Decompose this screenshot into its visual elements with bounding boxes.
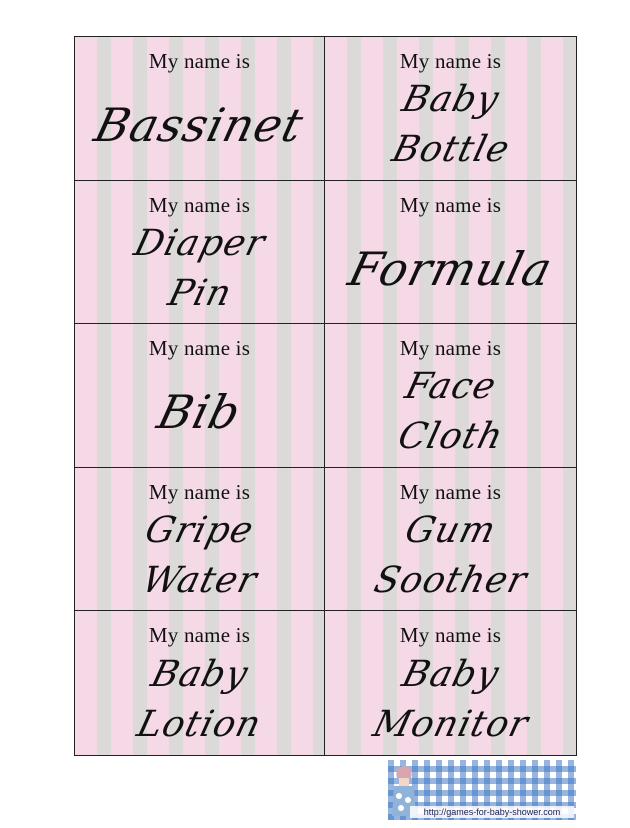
name-line-1: Diaper bbox=[129, 222, 270, 264]
my-name-is-label: My name is bbox=[148, 336, 251, 361]
my-name-is-label: My name is bbox=[399, 336, 502, 361]
name-tag-card bbox=[75, 324, 325, 468]
name-line-1: Gripe bbox=[141, 510, 259, 552]
name-line-2: Bottle bbox=[387, 129, 514, 171]
name-tag-card bbox=[325, 37, 576, 181]
name-line-1: Bib bbox=[152, 385, 247, 440]
name-line-2: Soother bbox=[369, 560, 532, 602]
my-name-is-label: My name is bbox=[148, 479, 251, 504]
name-line-2: Lotion bbox=[133, 704, 266, 746]
name-line-2: Pin bbox=[163, 272, 236, 314]
baby-item-name bbox=[75, 75, 324, 176]
baby-item-name bbox=[75, 219, 324, 320]
name-tag-card bbox=[325, 468, 576, 612]
site-logo-footer bbox=[388, 760, 576, 820]
my-name-is-label: My name is bbox=[399, 49, 502, 73]
name-tag-card bbox=[75, 468, 325, 612]
name-tag-card bbox=[325, 611, 576, 755]
my-name-is-label: My name is bbox=[399, 479, 502, 504]
site-url: http://games-for-baby-shower.com bbox=[410, 806, 574, 818]
name-line-2: Cloth bbox=[393, 416, 508, 458]
name-line-2: Water bbox=[137, 560, 262, 602]
baby-item-name bbox=[75, 362, 324, 463]
name-tag-card bbox=[325, 324, 576, 468]
baby-item-name bbox=[325, 506, 576, 607]
name-line-1: Baby bbox=[146, 654, 253, 696]
my-name-is-label: My name is bbox=[399, 623, 502, 648]
baby-item-name bbox=[75, 506, 324, 607]
name-tag-card bbox=[75, 181, 325, 325]
name-tag-card bbox=[75, 611, 325, 755]
my-name-is-label: My name is bbox=[148, 623, 251, 648]
name-tag-card bbox=[75, 37, 325, 181]
name-tag-sheet bbox=[74, 36, 577, 756]
name-line-1: Face bbox=[400, 366, 501, 408]
name-line-1: Gum bbox=[400, 510, 501, 552]
name-tag-card bbox=[325, 181, 576, 325]
baby-item-name bbox=[325, 75, 576, 176]
baby-item-name bbox=[325, 649, 576, 751]
my-name-is-label: My name is bbox=[148, 49, 251, 73]
my-name-is-label: My name is bbox=[399, 192, 502, 217]
name-line-1: Formula bbox=[343, 241, 558, 296]
name-line-1: Baby bbox=[397, 654, 504, 696]
baby-item-name bbox=[325, 362, 576, 463]
my-name-is-label: My name is bbox=[148, 192, 251, 217]
name-line-2: Monitor bbox=[368, 704, 533, 746]
name-line-1: Baby bbox=[397, 79, 504, 121]
baby-item-name bbox=[325, 219, 576, 320]
name-line-1: Bassinet bbox=[89, 98, 310, 153]
baby-item-name bbox=[75, 649, 324, 751]
